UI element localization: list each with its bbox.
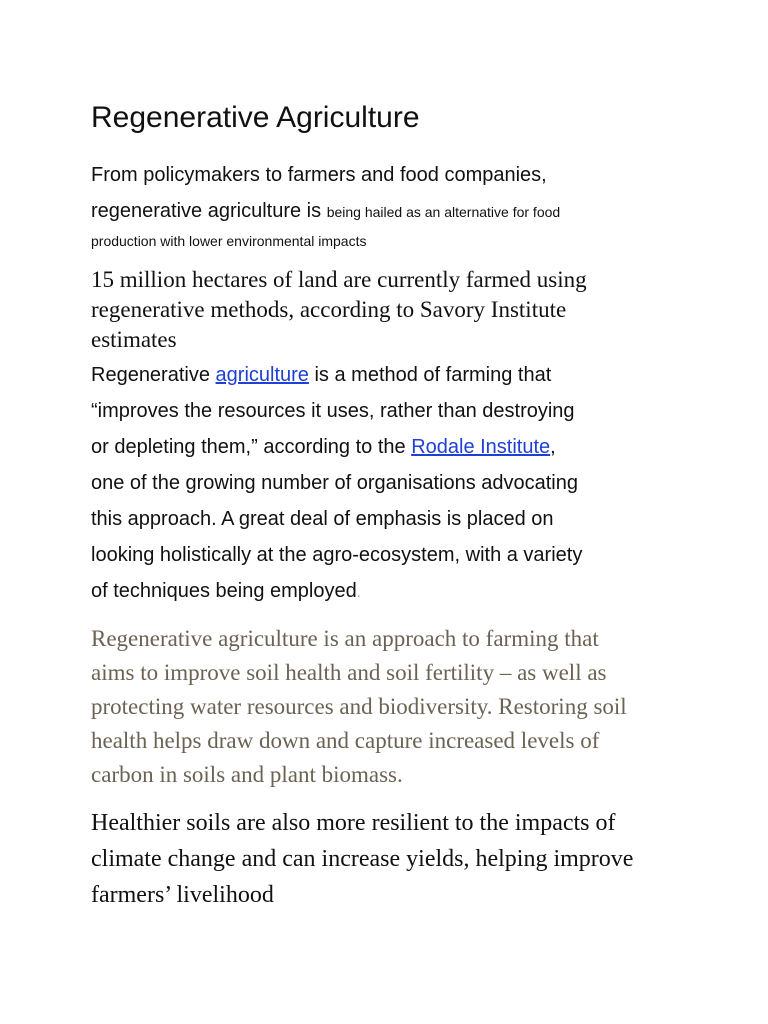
method-line-6: looking holistically at the agro-ecosystem, with a variety <box>91 544 583 566</box>
healthier-line-3: farmers’ livelihood <box>91 882 274 908</box>
method-line-7-text: of techniques being employed <box>91 580 357 602</box>
method-line-1 <box>91 357 711 393</box>
intro-line-2-large: regenerative agriculture is <box>91 200 322 222</box>
rodale-institute-link[interactable]: Rodale Institute <box>411 436 551 458</box>
intro-line-3: production with lower environmental impacts <box>91 233 367 249</box>
method-line-2: “improves the resources it uses, rather than destroying <box>91 400 575 422</box>
stat-line-2: regenerative methods, according to Savory Institute <box>91 297 567 322</box>
method-line-3-before: or depleting them,” according to the <box>91 436 412 458</box>
stat-line-1: 15 million hectares of land are currently farmed using <box>91 267 587 292</box>
page-title: Regenerative Agriculture <box>91 101 420 134</box>
method-line-3-after: , <box>550 436 556 458</box>
agriculture-link[interactable]: agriculture <box>215 364 309 386</box>
method-line-1-before: Regenerative <box>91 364 216 386</box>
method-line-7 <box>91 573 711 610</box>
healthier-paragraph <box>91 805 711 913</box>
method-line-5: this approach. A great deal of emphasis is placed on <box>91 508 554 530</box>
intro-paragraph <box>91 157 691 252</box>
approach-line-2: aims to improve soil health and soil fertility – as well as <box>91 660 607 685</box>
intro-line-2 <box>91 193 691 230</box>
healthier-line-2: climate change and can increase yields, helping improve <box>91 846 634 872</box>
approach-line-1: Regenerative agriculture is an approach to farming that <box>91 626 599 651</box>
intro-line-1: From policymakers to farmers and food companies, <box>91 164 547 186</box>
method-line-7-period: . <box>356 584 361 600</box>
stat-line-3: estimates <box>91 327 177 352</box>
method-line-4: one of the growing number of organisations advocating <box>91 472 578 494</box>
approach-line-5: carbon in soils and plant biomass. <box>91 762 403 787</box>
stat-paragraph <box>91 265 691 355</box>
approach-paragraph <box>91 622 711 792</box>
method-line-3 <box>91 429 711 465</box>
approach-line-4: health helps draw down and capture increased levels of <box>91 728 600 753</box>
healthier-line-1: Healthier soils are also more resilient to the impacts of <box>91 810 616 836</box>
intro-line-2-small: being hailed as an alternative for food <box>326 204 561 220</box>
method-line-1-after: is a method of farming that <box>308 364 552 386</box>
approach-line-3: protecting water resources and biodiversity. Restoring soil <box>91 694 627 719</box>
method-paragraph <box>91 357 711 610</box>
